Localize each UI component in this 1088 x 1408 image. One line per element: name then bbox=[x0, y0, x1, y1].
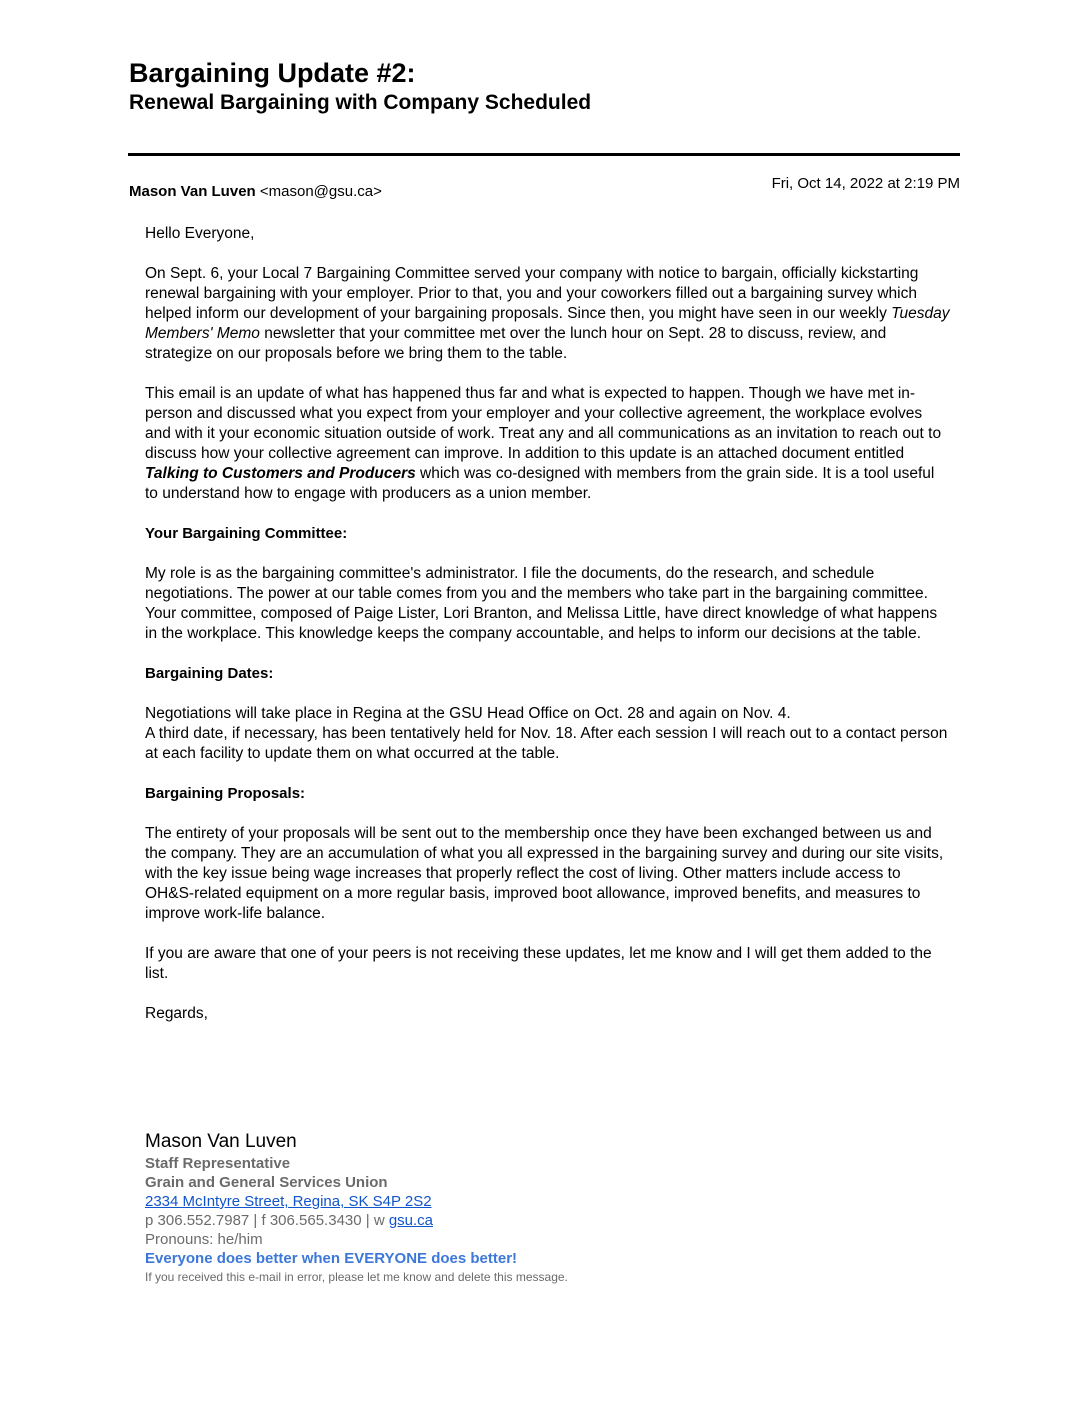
heading-dates: Bargaining Dates: bbox=[145, 665, 274, 682]
signature-name: Mason Van Luven bbox=[145, 1131, 297, 1152]
pronouns: Pronouns: he/him bbox=[145, 1231, 263, 1248]
paragraph-notice-text-b: newsletter that your committee met over the lunch hour on Sept. 28 to discuss, review, and strategize on our proposals before we bring them to the table. bbox=[145, 325, 887, 362]
signature-role: Staff Representative bbox=[145, 1155, 291, 1172]
paragraph-update bbox=[145, 384, 950, 504]
email-body bbox=[145, 224, 950, 1044]
sender-line bbox=[129, 182, 382, 202]
heading-committee: Your Bargaining Committee: bbox=[145, 525, 348, 542]
paragraph-proposals: The entirety of your proposals will be sent out to the membership once they have been exchanged between us and the company. They are an accumulation of what you all expressed in the bargaining survey and during our site visits, with the key issue being wage increases that properly reflect the cost of living. Other matters include access to OH&S-related equipment on a more regular basis, improved boot allowance, improved benefits, and measures to improve work-life balance. bbox=[145, 825, 944, 922]
address-link[interactable]: 2334 McIntyre Street, Regina, SK S4P 2S2 bbox=[145, 1193, 432, 1210]
paragraph-dates-line1: Negotiations will take place in Regina at the GSU Head Office on Oct. 28 and again on Nov. 4. bbox=[145, 705, 791, 722]
paragraph-update-text-a: This email is an update of what has happened thus far and what is expected to happen. Though we have met in-person and discussed what you expect from your employer and your collective agreement, the workplace evolves and with it your economic situation outside of work. Treat any and all communications as an invitation to reach out to discuss how your collective agreement can improve. In addition to this update is an attached document entitled bbox=[145, 385, 942, 462]
signature-block bbox=[145, 1130, 950, 1285]
sender-email: <mason@gsu.ca> bbox=[259, 183, 382, 200]
disclaimer: If you received this e-mail in error, please let me know and delete this message. bbox=[145, 1270, 568, 1284]
contact-line bbox=[145, 1211, 950, 1230]
newsletter-title: Tuesday Members' Memo bbox=[145, 305, 950, 342]
contact-numbers: p 306.552.7987 | f 306.565.3430 | w bbox=[145, 1212, 389, 1229]
greeting: Hello Everyone, bbox=[145, 225, 255, 242]
signature-org: Grain and General Services Union bbox=[145, 1174, 388, 1191]
paragraph-update-text-b: which was co-designed with members from the grain side. It is a tool useful to understand how to engage with producers as a union member. bbox=[145, 465, 935, 502]
email-date: Fri, Oct 14, 2022 at 2:19 PM bbox=[771, 175, 960, 192]
closing: Regards, bbox=[145, 1005, 208, 1022]
paragraph-notice-text-a: On Sept. 6, your Local 7 Bargaining Committee served your company with notice to bargain, officially kickstarting renewal bargaining with your employer. Prior to that, you and your coworkers filled out a bargaining survey which helped inform our development of your bargaining proposals. Since then, you might have seen in our weekly bbox=[145, 265, 919, 322]
slogan: Everyone does better when EVERYONE does better! bbox=[145, 1250, 518, 1267]
paragraph-peers: If you are aware that one of your peers is not receiving these updates, let me know and I will get them added to the list. bbox=[145, 945, 932, 982]
attached-document-title: Talking to Customers and Producers bbox=[145, 465, 416, 482]
sender-name: Mason Van Luven bbox=[129, 183, 256, 200]
page-title: Bargaining Update #2: bbox=[129, 58, 416, 88]
heading-proposals: Bargaining Proposals: bbox=[145, 785, 306, 802]
header-divider bbox=[128, 153, 960, 156]
page-subtitle: Renewal Bargaining with Company Scheduled bbox=[129, 91, 592, 114]
paragraph-notice bbox=[145, 264, 950, 364]
paragraph-dates-line2: A third date, if necessary, has been tentatively held for Nov. 18. After each session I will reach out to a contact person at each facility to update them on what occurred at the table. bbox=[145, 725, 948, 762]
website-link[interactable]: gsu.ca bbox=[388, 1212, 434, 1229]
paragraph-committee: My role is as the bargaining committee's administrator. I file the documents, do the research, and schedule negotiations. The power at our table comes from you and the members who take part in the bargaining committee. Your committee, composed of Paige Lister, Lori Branton, and Melissa Little, have direct knowledge of what happens in the workplace. This knowledge keeps the company accountable, and helps to inform our decisions at the table. bbox=[145, 565, 938, 642]
